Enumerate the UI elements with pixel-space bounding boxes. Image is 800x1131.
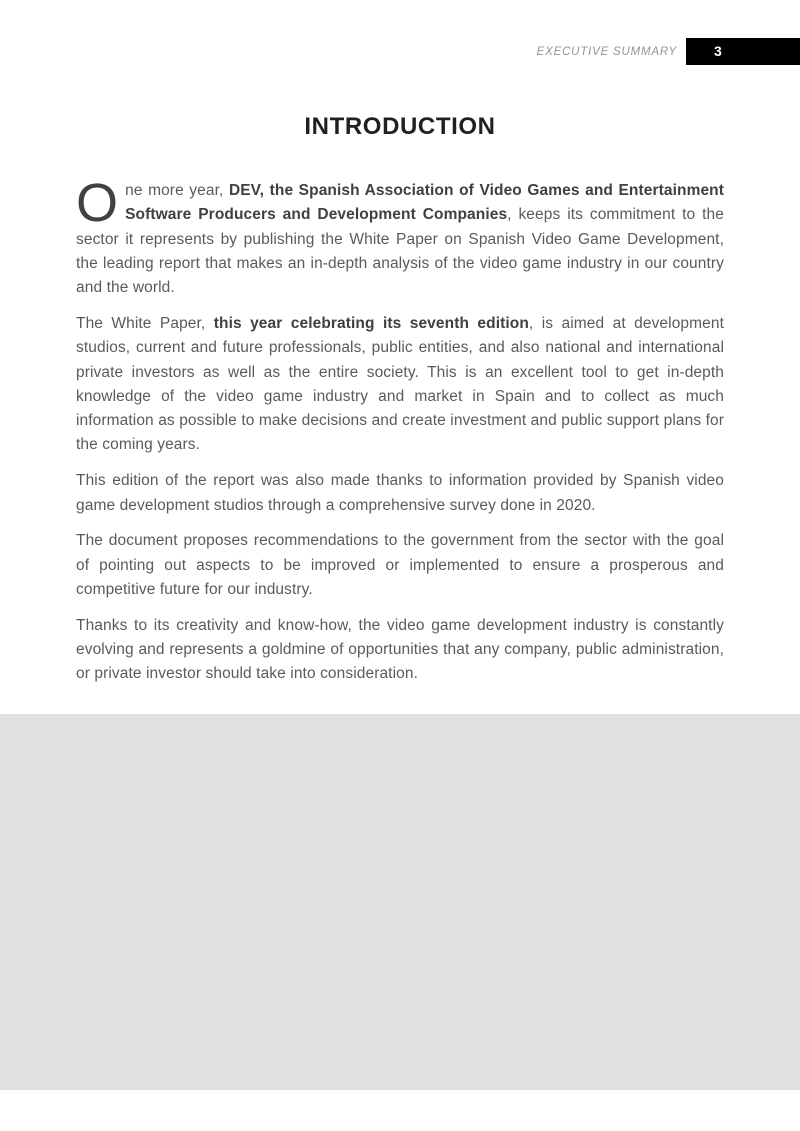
paragraph-1 — [76, 173, 724, 300]
paragraph-2-tail: , is aimed at development studios, current and future professionals, public entities, and also national and international private investors as well as the entire society. This is an excellent tool to get in-depth knowledge of the video game industry and market in Spain and to collect as much information as possible to make decisions and create investment and public support plans for the coming years. — [76, 314, 724, 454]
page-number-badge — [686, 38, 800, 65]
paragraph-1-lead: ne more year, — [125, 182, 229, 199]
paragraph-2-lead: The White Paper, — [76, 314, 214, 332]
section-label: EXECUTIVE SUMMARY — [536, 45, 677, 58]
paragraph-1-bold: DEV, the Spanish Association of Video Games and Entertainment Software Producers and Development Companies — [125, 182, 724, 224]
page-number: 3 — [714, 43, 722, 59]
paragraph-2 — [76, 312, 724, 458]
page-title: INTRODUCTION — [304, 113, 496, 140]
page-header — [537, 38, 800, 65]
paragraph-2-bold: this year celebrating its seventh edition — [213, 314, 529, 332]
paragraph-3: This edition of the report was also made thanks to information provided by Spanish video game development studios through a comprehensive survey done in 2020. — [76, 472, 724, 514]
paragraph-5: Thanks to its creativity and know-how, the video game development industry is constantly evolving and represents a goldmine of opportunities that any company, public administration, or private investor should take into consideration. — [76, 616, 724, 683]
body-text — [76, 173, 724, 698]
dropcap: O — [76, 173, 119, 233]
paragraph-4: The document proposes recommendations to the government from the sector with the goal of pointing out aspects to be improved or implemented to ensure a prosperous and competitive future for our industry. — [76, 532, 724, 598]
image-placeholder — [0, 714, 800, 1090]
paragraph-1-tail: , keeps its commitment to the sector it represents by publishing the White Paper on Spanish Video Game Development, the leading report that makes an in-depth analysis of the video game industry in our country and the world. — [76, 206, 724, 297]
